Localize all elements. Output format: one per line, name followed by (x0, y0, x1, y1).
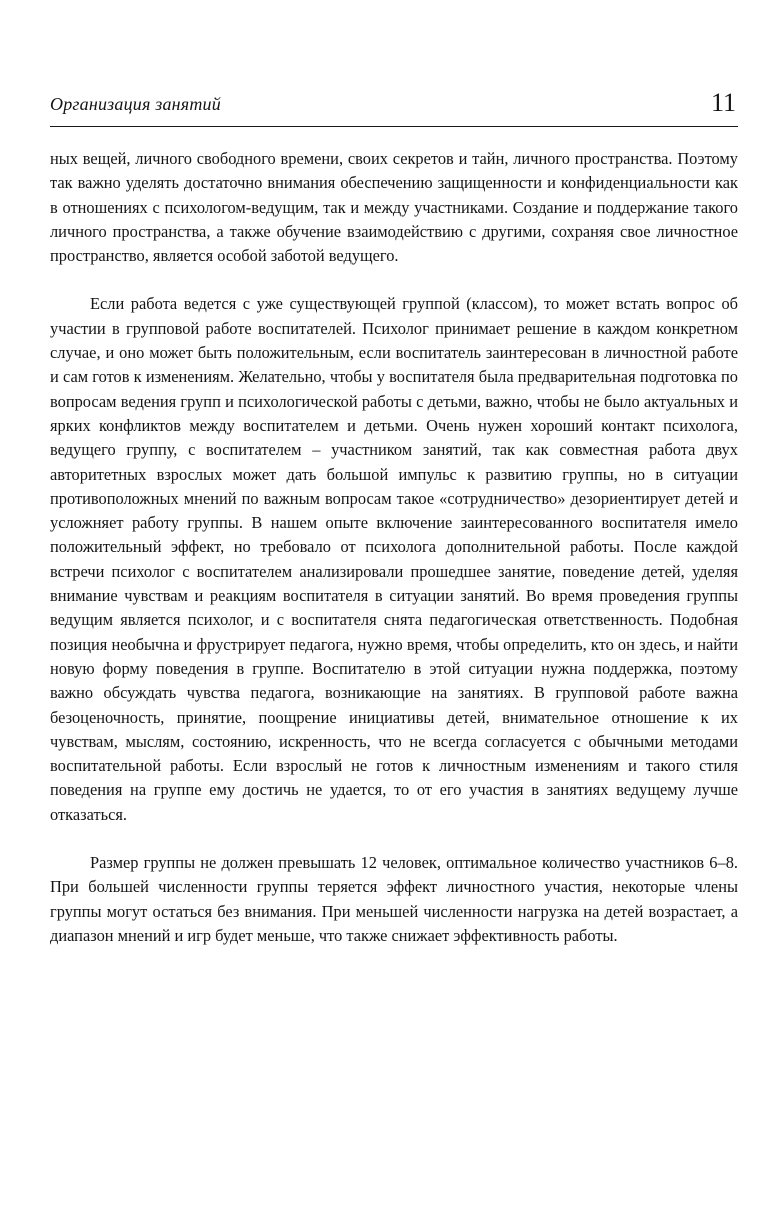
paragraph-continuation: ных вещей, личного свободного времени, своих секретов и тайн, личного пространства. Поэтому так важно уделять достаточно внимания обеспечению защищенности и конфиденциальности как в отношениях с психологом-ведущим, так и между участниками. Создание и поддержание такого личного пространства, а также обучение взаимодействию с другими, сохраняя свое личностное пространство, является особой заботой ведущего. (50, 149, 738, 266)
running-header (50, 88, 738, 127)
page-number: 11 (710, 88, 736, 117)
paragraph-group-size: Размер группы не должен превышать 12 человек, оптимальное количество участников 6–8. При большей численности группы теряется эффект личностного участия, некоторые члены группы могут остаться без внимания. При меньшей численности нагрузка на детей возрастает, а диапазон мнений и игр будет меньше, что также снижает эффективность работы. (50, 853, 738, 945)
chapter-title: Организация занятий (50, 94, 221, 114)
body-text (50, 147, 738, 948)
paragraph-educators: Если работа ведется с уже существующей группой (классом), то может встать вопрос об участии в групповой работе воспитателей. Психолог принимает решение в каждом конкретном случае, и оно может быть положительным, если воспитатель заинтересован в личностной работе и сам готов к изменениям. Желательно, чтобы у воспитателя была предварительная подготовка по вопросам ведения групп и психологической работы с детьми, важно, чтобы не было актуальных и ярких конфликтов между воспитателем и детьми. Очень нужен хороший контакт психолога, ведущего группу, с воспитателем – участником занятий, так как совместная работа двух авторитетных взрослых может дать большой импульс к развитию группы, но в ситуации противоположных мнений по важным вопросам такое «сотрудничество» дезориентирует детей и усложняет работу группы. В нашем опыте включение заинтересованного воспитателя имело положительный эффект, но требовало от психолога дополнительной работы. После каждой встречи психолог с воспитателем анализировали прошедшее занятие, поведение детей, уделяя внимание чувствам и реакциям воспитателя в ситуации занятий. Во время проведения группы ведущим является психолог, и с воспитателя снята педагогическая ответственность. Подобная позиция необычна и фрустрирует педагога, нужно время, чтобы определить, кто он здесь, и найти новую форму поведения в группе. Воспитателю в этой ситуации нужна поддержка, поэтому важно обсуждать чувства педагога, возникающие на занятиях. В групповой работе важна безоценочность, принятие, поощрение инициативы детей, внимательное отношение к их чувствам, мыслям, состоянию, искренность, что не всегда согласуется с обычными методами воспитательной работы. Если взрослый не готов к личностным изменениям и такого стиля поведения на группе ему достичь не удается, то от его участия в занятиях ведущему лучше отказаться. (50, 294, 738, 824)
